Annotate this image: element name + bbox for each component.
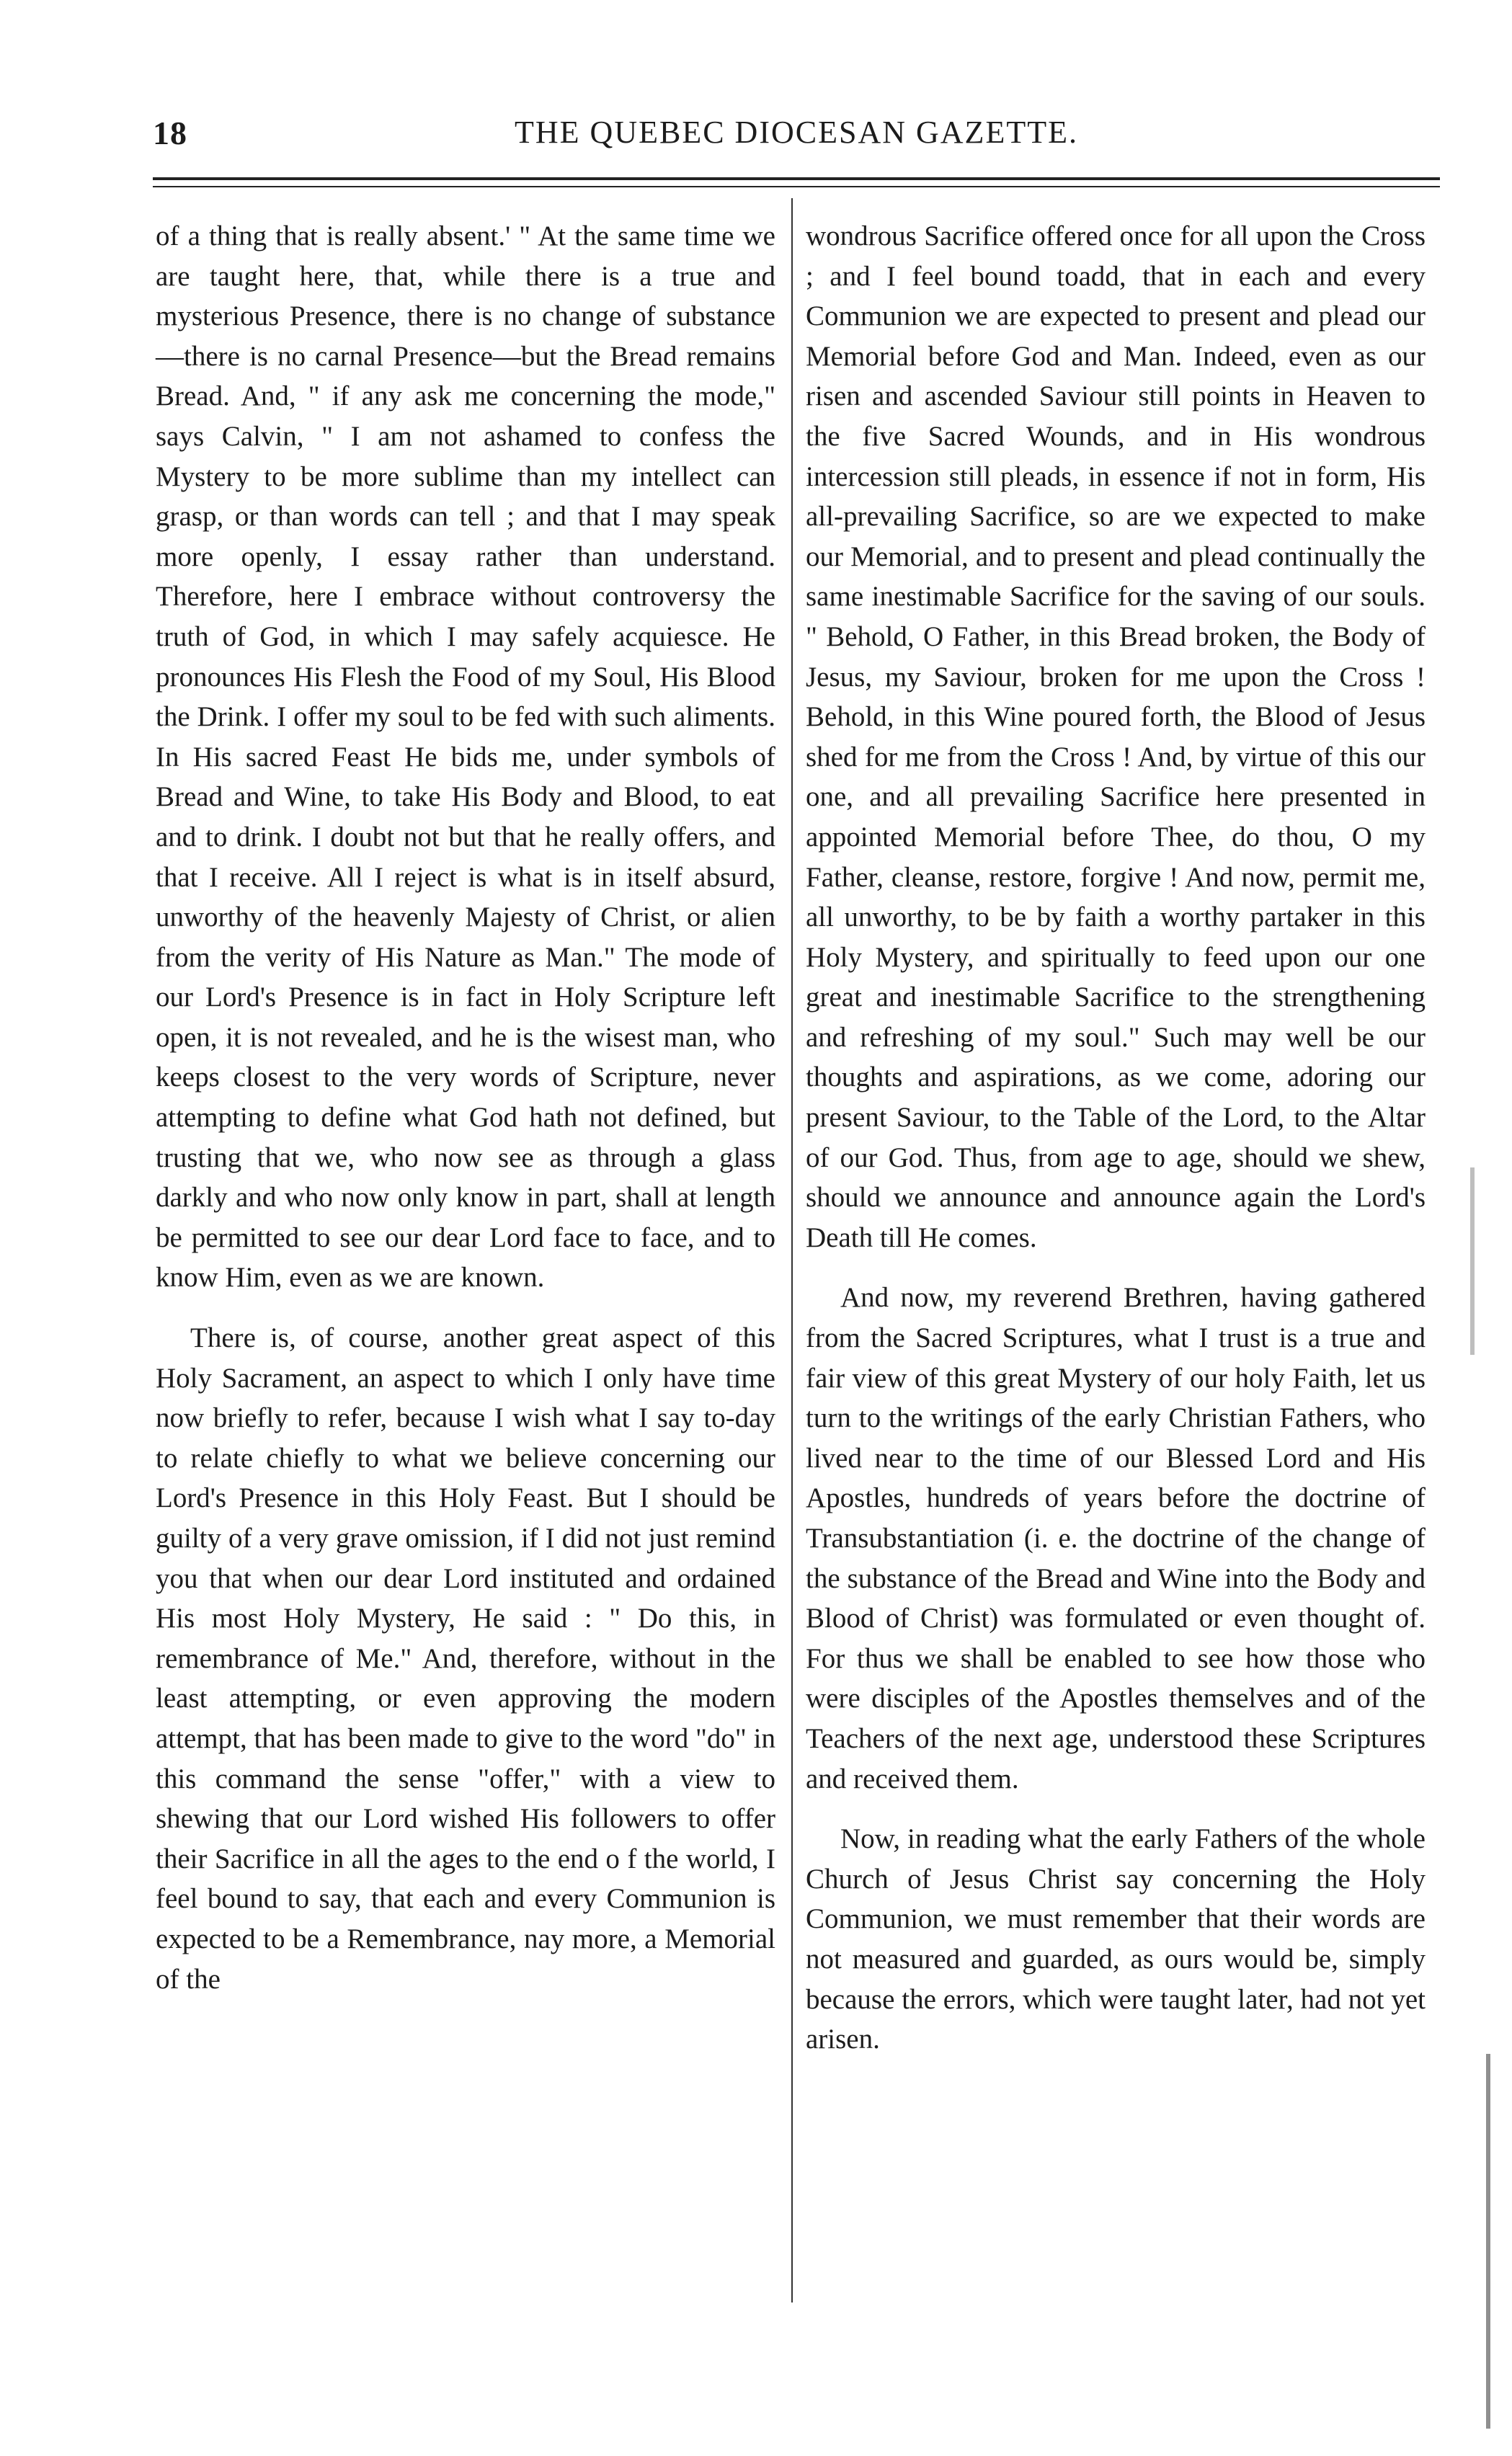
- margin-scan-mark: [1486, 2054, 1490, 2429]
- header-rule: [153, 177, 1440, 180]
- left-column: [156, 216, 775, 1999]
- paragraph: of a thing that is really absent.' " At the same time we are taught here, that, while there is a true and mysterious Presence, there is no change of substance—there is no carnal Presence—but the Bread remains Bread. And, " if any ask me concerning the mode," says Calvin, " I am not ashamed to confess the Mystery to be more sublime than my intellect can grasp, or than words can tell ; and that I may speak more openly, I essay rather than understand. Therefore, here I embrace without controversy the truth of God, in which I may safely acquiesce. He pronounces His Flesh the Food of my Soul, His Blood the Drink. I offer my soul to be fed with such aliments. In His sacred Feast He bids me, under symbols of Bread and Wine, to take His Body and Blood, to eat and to drink. I doubt not but that he really offers, and that I receive. All I reject is what is in itself absurd, unworthy of the heavenly Majesty of Christ, or alien from the verity of His Nature as Man." The mode of our Lord's Presence is in fact in Holy Scripture left open, it is not revealed, and he is the wisest man, who keeps closest to the very words of Scripture, never attempting to define what God hath not defined, but trusting that we, who now see as through a glass darkly and who now only know in part, shall at length be permitted to see our dear Lord face to face, and to know Him, even as we are known.: [156, 221, 775, 1294]
- page-number: 18: [153, 115, 187, 151]
- column-divider: [791, 198, 793, 2302]
- page-header: [153, 114, 1440, 164]
- paragraph: There is, of course, another great aspect of this Holy Sacrament, an aspect to which I only have time now briefly to refer, because I wish what I say to-day to relate chiefly to what we believe concerning our Lord's Presence in this Holy Feast. But I should be guilty of a very grave omission, if I did not just remind you that when our dear Lord instituted and ordained His most Holy Mystery, He said : " Do this, in remembrance of Me." And, therefore, without in the least attempting, or even approving the modern attempt, that has been made to give to the word "do" in this command the sense "offer," with a view to shewing that our Lord wished His followers to offer their Sacrifice in all the ages to the end o f the world, I feel bound to say, that each and every Communion is expected to be a Remembrance, nay more, a Memorial of the: [156, 1322, 775, 1995]
- paragraph: Now, in reading what the early Fathers of the whole Church of Jesus Christ say concerning the Holy Communion, we must remember that their words are not measured and guarded, as ours would be, simply because the errors, which were taught later, had not yet arisen.: [806, 1823, 1426, 2055]
- margin-scan-mark: [1470, 1167, 1475, 1355]
- paragraph: wondrous Sacrifice offered once for all upon the Cross ; and I feel bound toadd, that in each and every Communion we are expected to present and plead our Memorial before God and Man. Indeed, even as our risen and ascended Saviour still points in Heaven to the five Sacred Wounds, and in His wondrous intercession still pleads, in essence if not in form, His all-prevailing Sacrifice, so are we expected to make our Memorial, and to present and plead continually the same inestimable Sacrifice for the saving of our souls. " Behold, O Father, in this Bread broken, the Body of Jesus, my Saviour, broken for me upon the Cross ! Behold, in this Wine poured forth, the Blood of Jesus shed for me from the Cross ! And, by virtue of this our one, and all prevailing Sacrifice here presented in appointed Memorial before Thee, do thou, O my Father, cleanse, restore, forgive ! And now, permit me, all unworthy, to be by faith a worthy partaker in this Holy Mystery, and spiritually to feed upon our one great and inestimable Sacrifice to the strengthening and refreshing of my soul." Such may well be our thoughts and aspirations, as we come, adoring our present Saviour, to the Table of the Lord, to the Altar of our God. Thus, from age to age, should we shew, should we announce and announce again the Lord's Death till He comes.: [806, 221, 1426, 1253]
- paragraph: And now, my reverend Brethren, having gathered from the Sacred Scriptures, what I trust is a true and fair view of this great Mystery of our holy Faith, let us turn to the writings of the early Christian Fathers, who lived near to the time of our Blessed Lord and His Apostles, hundreds of years before the doctrine of Transubstantiation (i. e. the doctrine of the change of the substance of the Bread and Wine into the Body and Blood of Christ) was formulated or even thought of. For thus we shall be enabled to see how those who were disciples of the Apostles themselves and of the Teachers of the next age, understood these Scriptures and received them.: [806, 1282, 1426, 1794]
- header-rule-thin: [153, 186, 1440, 187]
- running-title: THE QUEBEC DIOCESAN GAZETTE.: [515, 115, 1078, 150]
- right-column: [806, 216, 1426, 2060]
